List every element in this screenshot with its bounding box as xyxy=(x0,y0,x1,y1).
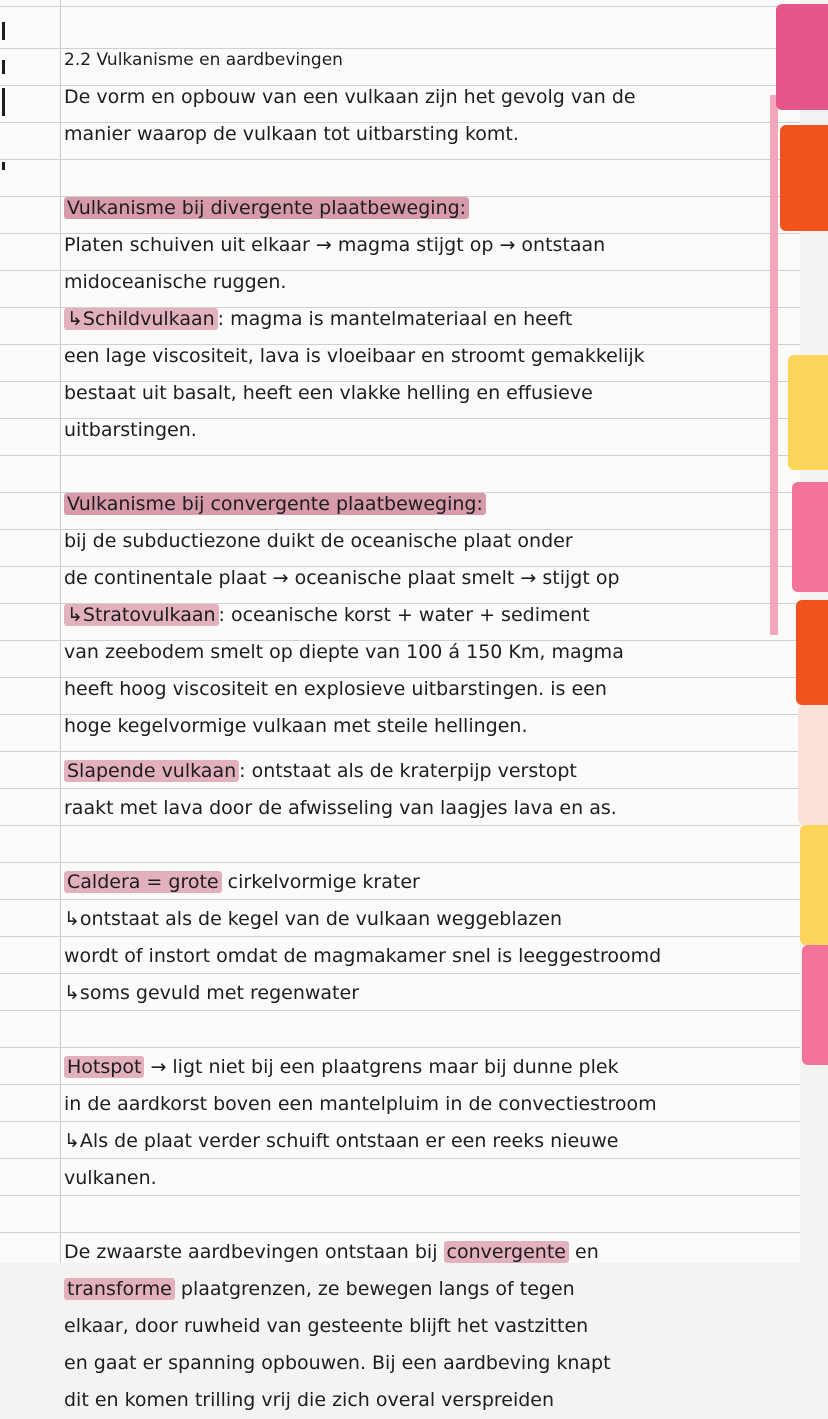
text-line: plaatgrenzen, ze bewegen langs of tegen xyxy=(174,1278,575,1300)
section-divergent xyxy=(60,190,770,449)
text-line: in de aardkorst boven een mantelpluim in de convectiestroom xyxy=(64,1093,657,1115)
text-line: ↳Als de plaat verder schuift ontstaan er een reeks nieuwe xyxy=(64,1130,619,1152)
highlighted-term: convergente xyxy=(444,1241,569,1263)
notes-content xyxy=(60,40,770,1419)
term-label: ↳Stratovulkaan xyxy=(64,604,219,626)
text-line: : oceanische korst + water + sediment xyxy=(218,604,590,626)
index-tab-orange-2[interactable] xyxy=(796,600,828,705)
text-line: en xyxy=(568,1241,599,1263)
section-heading: Vulkanisme bij convergente plaatbeweging: xyxy=(64,493,486,515)
text-line: een lage viscositeit, lava is vloeibaar en stroomt gemakkelijk xyxy=(64,345,645,367)
highlighted-term: transforme xyxy=(64,1278,175,1300)
index-tab-light-pink[interactable] xyxy=(792,482,828,592)
text-line: bij de subductiezone duikt de oceanische plaat onder xyxy=(64,530,573,552)
binder-ring-mark xyxy=(2,22,13,40)
term-label: Hotspot xyxy=(64,1056,144,1078)
index-tab-peach[interactable] xyxy=(798,705,828,825)
text-line: uitbarstingen. xyxy=(64,419,197,441)
index-tab-yellow-2[interactable] xyxy=(800,825,828,945)
text-line: Platen schuiven uit elkaar → magma stijgt op → ontstaan xyxy=(64,234,606,256)
index-tab-yellow[interactable] xyxy=(788,355,828,470)
text-line: : ontstaat als de kraterpijp verstopt xyxy=(239,760,577,782)
text-line: ↳soms gevuld met regenwater xyxy=(64,982,360,1004)
text-line: De zwaarste aardbevingen ontstaan bij xyxy=(64,1241,444,1263)
text-line: : magma is mantelmateriaal en heeft xyxy=(217,308,573,330)
text-line: raakt met lava door de afwisseling van laagjes lava en as. xyxy=(64,797,617,819)
term-label: Caldera = grote xyxy=(64,871,222,893)
text-line: bestaat uit basalt, heeft een vlakke helling en effusieve xyxy=(64,382,593,404)
intro-line: manier waarop de vulkaan tot uitbarsting komt. xyxy=(64,123,519,145)
index-tab-pink-2[interactable] xyxy=(802,945,828,1065)
text-line: elkaar, door ruwheid van gesteente blijft het vastzitten xyxy=(64,1315,589,1337)
text-line: ↳ontstaat als de kegel van de vulkaan weggeblazen xyxy=(64,908,562,930)
index-tab-pink[interactable] xyxy=(776,4,828,110)
binder-ring-mark xyxy=(2,88,13,116)
index-tab-orange[interactable] xyxy=(780,125,828,231)
text-line: wordt of instort omdat de magmakamer snel is leeggestroomd xyxy=(64,945,662,967)
text-line: dit en komen trilling vrij die zich overal verspreiden xyxy=(64,1389,555,1411)
term-label: Slapende vulkaan xyxy=(64,760,239,782)
text-line: → ligt niet bij een plaatgrens maar bij dunne plek xyxy=(144,1056,619,1078)
page-title: 2.2 Vulkanisme en aardbevingen xyxy=(64,50,343,70)
text-line: vulkanen. xyxy=(64,1167,157,1189)
text-line: heeft hoog viscositeit en explosieve uitbarstingen. is een xyxy=(64,678,607,700)
intro-line: De vorm en opbouw van een vulkaan zijn het gevolg van de xyxy=(64,86,636,108)
text-line: van zeebodem smelt op diepte van 100 á 150 Km, magma xyxy=(64,641,624,663)
section-hotspot xyxy=(60,1049,770,1197)
term-label: ↳Schildvulkaan xyxy=(64,308,218,330)
text-line: de continentale plaat → oceanische plaat smelt → stijgt op xyxy=(64,567,620,589)
text-line: midoceanische ruggen. xyxy=(64,271,287,293)
section-slapende-vulkaan xyxy=(60,753,770,827)
binder-ring-mark xyxy=(2,162,13,170)
text-line: en gaat er spanning opbouwen. Bij een aardbeving knapt xyxy=(64,1352,611,1374)
text-line: hoge kegelvormige vulkaan met steile hellingen. xyxy=(64,715,528,737)
section-aardbevingen xyxy=(60,1234,770,1419)
section-heading: Vulkanisme bij divergente plaatbeweging: xyxy=(64,197,469,219)
tab-divider-edge xyxy=(770,95,778,635)
section-convergent xyxy=(60,486,770,745)
binder-ring-mark xyxy=(2,60,13,74)
text-line: cirkelvormige krater xyxy=(221,871,420,893)
section-caldera xyxy=(60,864,770,1012)
